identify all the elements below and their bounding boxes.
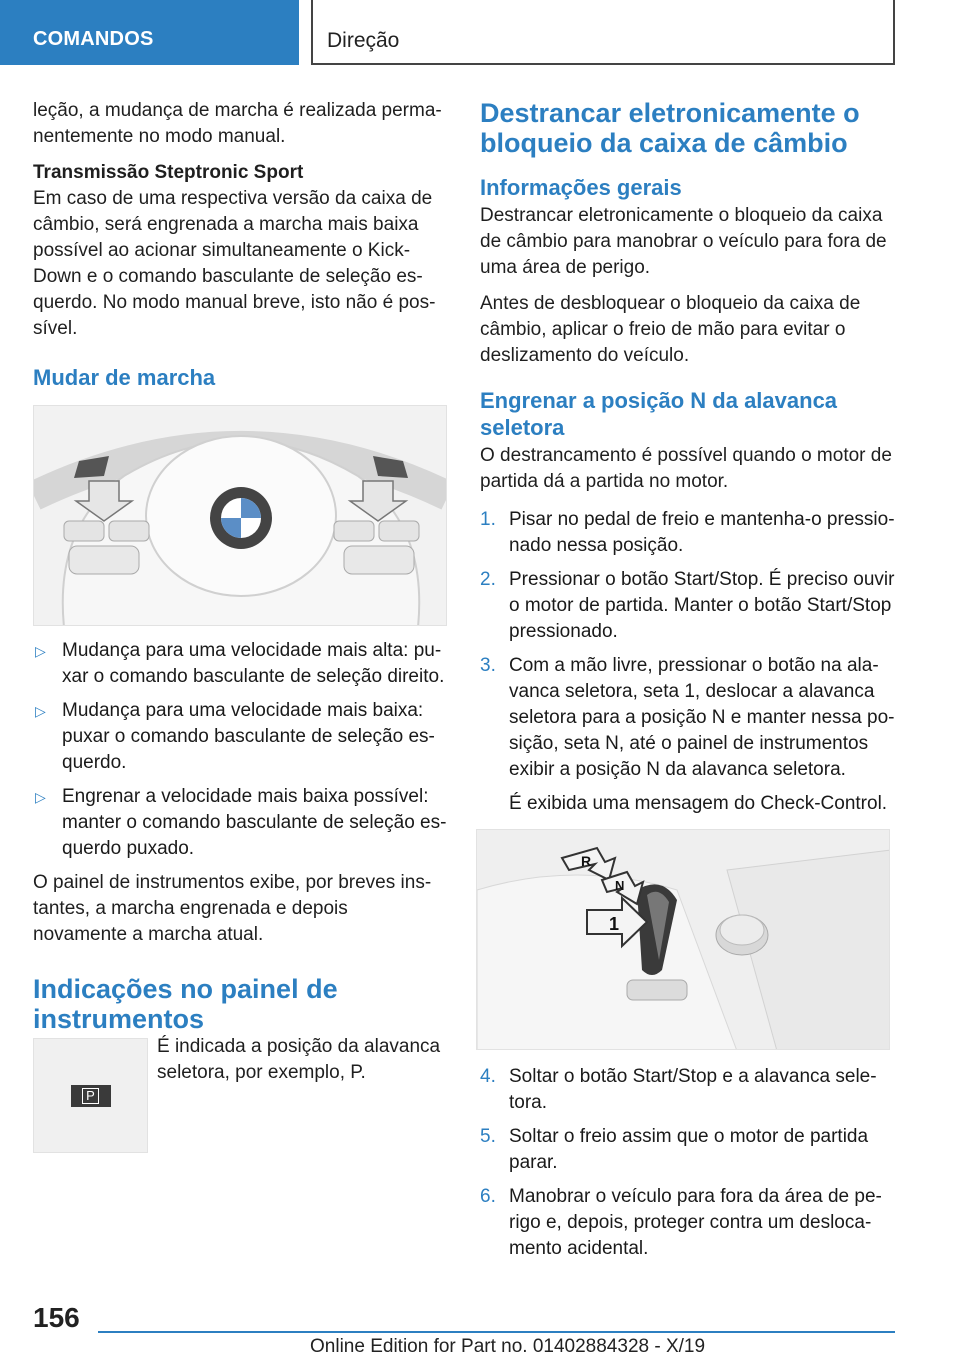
info-heading: Informações gerais <box>480 175 682 200</box>
footer-divider <box>98 1331 895 1333</box>
triangle-bullet-icon: ▷ <box>35 643 46 659</box>
info-paragraph-1: Destrancar eletronicamente o bloqueio da caixa de câmbio para manobrar o veículo para fora de uma área de perigo. <box>480 205 887 278</box>
list-item: 4. Soltar o botão Start/Stop e a alavanca seletora. <box>480 1066 877 1113</box>
list-item: 3. Com a mão livre, pressionar o botão na alavanca seletora, seta 1, deslocar a alavanca seletora para a posição N e manter nessa posição, seta N, até o painel de instrumentos exibir a posição N da alavanca seletora. É exibida uma mensagem do Check-Control. <box>480 653 896 817</box>
triangle-bullet-icon: ▷ <box>35 789 46 805</box>
intro-paragraph: leção, a mudança de marcha é realizada permanentemente no modo manual. <box>33 100 442 147</box>
indications-block <box>33 1038 447 1158</box>
left-column <box>33 98 447 1158</box>
steps-list-b <box>480 1064 896 1262</box>
gear-symbol: P <box>82 1088 99 1104</box>
steering-wheel-image <box>33 405 447 626</box>
sport-title: Transmissão Steptronic Sport <box>33 162 304 183</box>
list-item: 2. Pressionar o botão Start/Stop. É preciso ouvir o motor de partida. Manter o botão Start/Stop pressionado. <box>480 569 895 642</box>
steps-list-a <box>480 507 896 817</box>
indications-heading: Indicações no painel de instrumentos <box>33 974 338 1034</box>
list-item: 6. Manobrar o veículo para fora da área de perigo e, depois, proteger contra um deslocamento acidental. <box>480 1186 882 1259</box>
neutral-intro: O destrancamento é possível quando o motor de partida dá a partida no motor. <box>480 445 892 492</box>
gear-lever-image <box>476 829 890 1050</box>
chapter-box <box>311 0 895 65</box>
display-paragraph: O painel de instrumentos exibe, por breves instantes, a marcha engrenada e depois novamente a marcha atual. <box>33 872 432 945</box>
section-tab <box>0 0 299 65</box>
unlock-heading: Destrancar eletronicamente o bloqueio da caixa de câmbio <box>480 98 860 158</box>
triangle-bullet-icon: ▷ <box>35 703 46 719</box>
chapter-label: Direção <box>327 29 400 52</box>
list-item: ▷ Engrenar a velocidade mais baixa possível: manter o comando basculante de seleção esquerdo puxado. <box>35 786 447 859</box>
shift-bullets <box>33 638 447 862</box>
edition-note: Online Edition for Part no. 01402884328 - X/19 <box>310 1336 706 1357</box>
shift-heading: Mudar de marcha <box>33 365 216 390</box>
neutral-heading: Engrenar a posição N da alavanca seletora <box>480 388 838 440</box>
gear-display-icon <box>71 1085 111 1107</box>
page-number: 156 <box>33 1302 80 1333</box>
steering-wheel-illustration <box>34 406 447 626</box>
arrow-r-label: R <box>581 853 592 869</box>
right-column <box>480 98 896 1270</box>
info-paragraph-2: Antes de desbloquear o bloqueio da caixa de câmbio, aplicar o freio de mão para evitar o deslizamento do veículo. <box>480 293 861 366</box>
gear-lever-illustration <box>477 830 890 1050</box>
sport-paragraph: Em caso de uma respectiva versão da caixa de câmbio, será engrenada a marcha mais baixa possível ao acionar simultaneamente o Kick-Down e o comando basculante de seleção esquerdo. No modo manual breve, isto não é possível. <box>33 188 436 339</box>
section-label: COMANDOS <box>33 28 154 50</box>
gear-indicator-image <box>33 1038 148 1153</box>
indications-paragraph: É indicada a posição da alavanca seletora, por exemplo, P. <box>157 1036 441 1083</box>
list-item: 5. Soltar o freio assim que o motor de partida parar. <box>480 1126 869 1173</box>
check-control-note: É exibida uma mensagem do Check-Control. <box>509 793 888 814</box>
arrow-1-label: 1 <box>609 914 620 934</box>
list-item: ▷ Mudança para uma velocidade mais baixa: puxar o comando basculante de seleção esquerdo. <box>35 700 435 773</box>
list-item: 1. Pisar no pedal de freio e mantenha-o pressionado nessa posição. <box>480 509 895 556</box>
list-item: ▷ Mudança para uma velocidade mais alta: puxar o comando basculante de seleção direito. <box>35 640 445 687</box>
arrow-n-label: N <box>615 878 625 893</box>
